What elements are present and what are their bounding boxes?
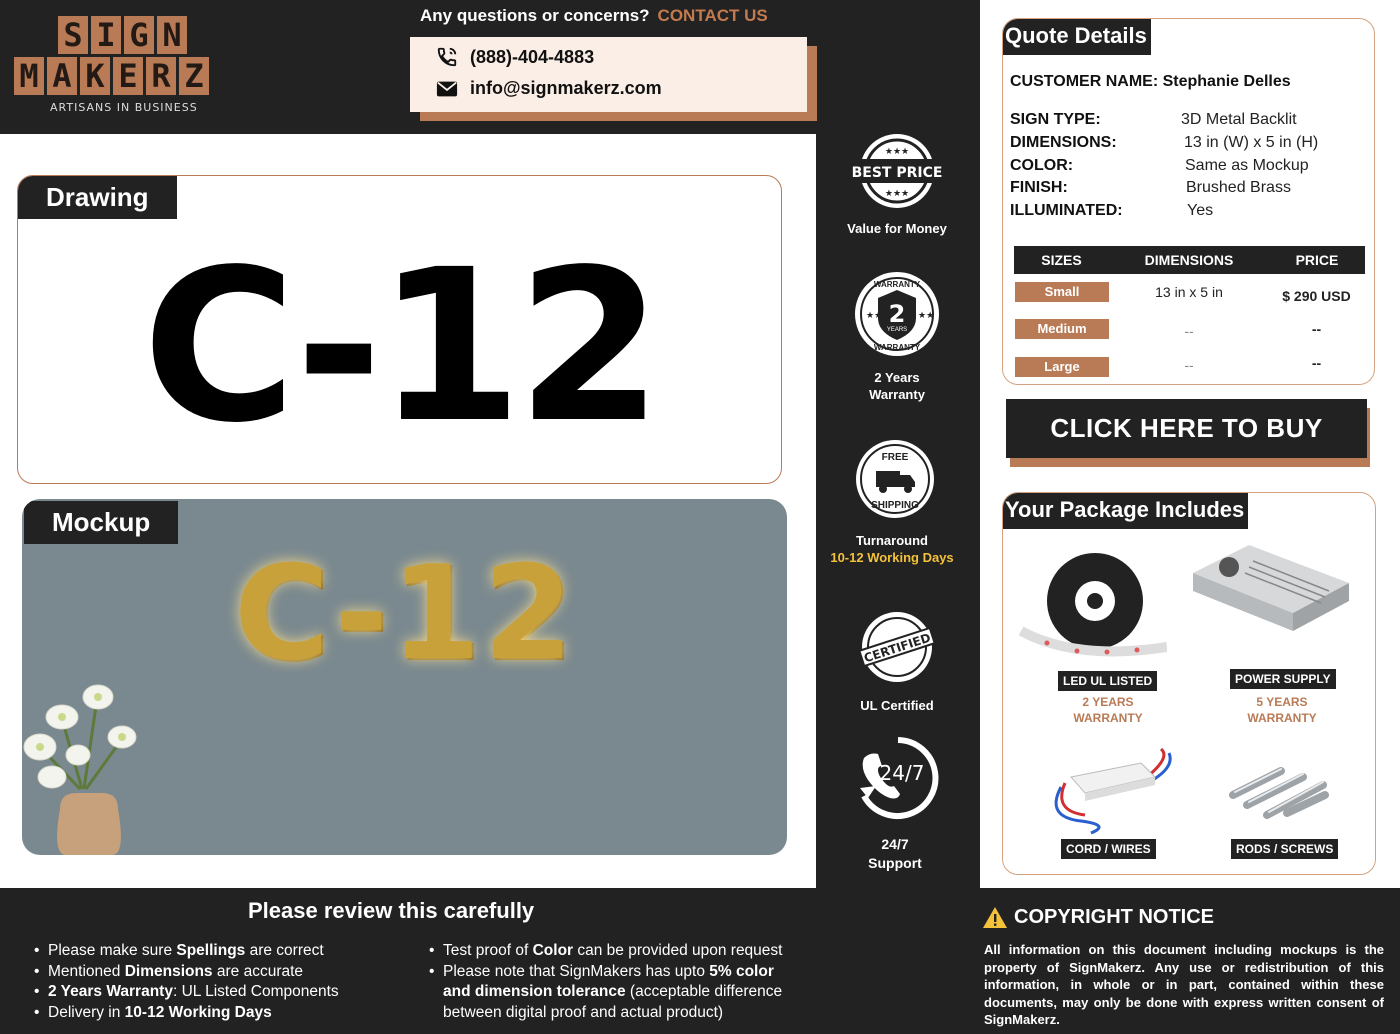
list-item: • Test proof of Color can be provided upon request <box>429 941 819 962</box>
warranty-top-text: WARRANTY <box>873 280 921 289</box>
warning-icon <box>982 906 1008 929</box>
logo-letter: R <box>146 57 176 95</box>
spec-value-finish: Brushed Brass <box>1186 179 1291 196</box>
logo-row-sign <box>14 16 210 54</box>
copyright-heading <box>982 906 1214 929</box>
phone-line[interactable] <box>436 46 594 68</box>
shipping-free-text: FREE <box>881 452 909 463</box>
spec-key-dimensions: DIMENSIONS: <box>1010 134 1117 151</box>
pkg-led-warranty: 2 YEARS WARRANTY <box>1073 695 1143 725</box>
table-row[interactable] <box>1014 319 1365 341</box>
logo-letter: I <box>91 16 121 54</box>
best-price-caption: Value for Money <box>847 221 947 236</box>
pkg-rods-screws-label: RODS / SCREWS <box>1231 839 1338 859</box>
email-line[interactable] <box>436 78 662 99</box>
row-price: -- <box>1311 321 1322 337</box>
mockup-sign-text: C-12 <box>233 537 576 689</box>
support-icon-text: 24/7 <box>879 761 925 785</box>
best-price-text: BEST PRICE <box>851 165 943 181</box>
package-includes-title: Your Package Includes <box>1003 493 1248 529</box>
free-shipping-icon <box>854 438 936 520</box>
table-row[interactable] <box>1014 282 1365 304</box>
logo-letter: E <box>113 57 143 95</box>
mockup-label: Mockup <box>24 501 178 544</box>
question-text: Any questions or concerns? <box>420 6 650 25</box>
logo-letter: N <box>157 16 187 54</box>
support-caption <box>822 835 968 873</box>
spec-value-illuminated: Yes <box>1187 202 1214 219</box>
warranty-caption <box>822 369 972 403</box>
pkg-power-supply-label: POWER SUPPLY <box>1230 669 1336 689</box>
spec-value-sign-type: 3D Metal Backlit <box>1181 111 1297 128</box>
contact-box <box>410 37 807 112</box>
rods-screws-image <box>1227 761 1331 821</box>
spec-key-finish: FINISH: <box>1010 179 1068 196</box>
quote-details-title: Quote Details <box>1003 19 1151 55</box>
list-item: • Delivery in 10-12 Working Days <box>34 1003 414 1024</box>
list-item: • 2 Years Warranty: UL Listed Components <box>34 982 414 1003</box>
warranty-badge-icon <box>852 270 942 358</box>
customer-name-line <box>1010 73 1291 91</box>
pkg-power-supply-warranty: 5 YEARS WARRANTY <box>1247 695 1317 725</box>
click-to-buy-button[interactable]: CLICK HERE TO BUY <box>1006 399 1367 458</box>
certified-text: CERTIFIED <box>862 630 933 666</box>
svg-text:★★★: ★★★ <box>884 146 910 156</box>
svg-text:★★★: ★★★ <box>884 188 910 198</box>
copyright-body: All information on this document including mockups is the property of SignMakerz. Any use or redistribution of this information, in whole or in part, contained within these documents, may only be done with express written consent of SignMakerz. <box>984 942 1384 1027</box>
mail-icon <box>436 80 458 98</box>
certified-icon <box>856 610 938 684</box>
turnaround-caption <box>816 532 968 566</box>
row-price: -- <box>1311 355 1322 371</box>
turnaround-label: Turnaround <box>856 533 928 548</box>
header-dimensions: DIMENSIONS <box>1144 252 1234 268</box>
logo-letter: S <box>58 16 88 54</box>
table-row[interactable] <box>1014 357 1365 379</box>
best-price-badge-icon <box>848 132 946 210</box>
spec-key-sign-type: SIGN TYPE: <box>1010 111 1101 128</box>
review-checklist-left <box>34 941 414 1023</box>
contact-us-link[interactable]: CONTACT US <box>657 6 768 25</box>
header-sizes: SIZES <box>1041 252 1082 268</box>
row-price: $ 290 USD <box>1282 288 1351 304</box>
ul-certified-caption: UL Certified <box>860 698 934 713</box>
pkg-led-label: LED UL LISTED <box>1058 671 1157 691</box>
spec-key-illuminated: ILLUMINATED: <box>1010 202 1123 219</box>
warranty-number: 2 <box>888 300 906 328</box>
drawing-sign-text: C-12 <box>142 224 657 469</box>
svg-text:★★: ★★ <box>918 310 935 320</box>
table-header <box>1014 246 1365 274</box>
support-caption-line2: Support <box>868 855 922 871</box>
warranty-caption-line1: 2 Years <box>874 370 920 385</box>
mockup-panel <box>22 499 787 855</box>
header-price: PRICE <box>1295 252 1339 268</box>
logo-letter: G <box>124 16 154 54</box>
shipping-text: SHIPPING <box>871 500 919 511</box>
contact-prompt <box>420 6 768 26</box>
logo-letter: A <box>47 57 77 95</box>
review-checklist-right <box>429 941 819 1023</box>
cord-wires-image <box>1051 747 1173 837</box>
row-dimensions: -- <box>1184 357 1194 373</box>
size-price-table <box>1014 246 1365 374</box>
spec-value-dimensions: 13 in (W) x 5 in (H) <box>1184 134 1319 151</box>
drawing-label: Drawing <box>18 176 177 219</box>
flower-vase-image <box>22 659 152 855</box>
customer-name: Stephanie Delles <box>1162 73 1291 90</box>
phone-icon <box>436 46 458 68</box>
signmakerz-logo <box>14 16 210 114</box>
package-includes-card <box>1002 492 1376 875</box>
led-strip-image <box>1017 551 1167 671</box>
review-title: Please review this carefully <box>248 898 535 923</box>
logo-row-makerz <box>14 57 210 95</box>
list-item: • Mentioned Dimensions are accurate <box>34 962 414 983</box>
drawing-panel <box>17 175 782 484</box>
size-large[interactable]: Large <box>1015 357 1109 377</box>
email-address: info@signmakerz.com <box>470 78 662 98</box>
pkg-cord-wires-label: CORD / WIRES <box>1061 839 1156 859</box>
turnaround-days: 10-12 Working Days <box>830 550 954 565</box>
logo-tagline: ARTISANS IN BUSINESS <box>50 101 198 114</box>
support-24-7-icon <box>856 736 940 820</box>
row-dimensions: -- <box>1184 323 1194 339</box>
spec-value-color: Same as Mockup <box>1185 157 1309 174</box>
logo-letter: M <box>14 57 44 95</box>
size-medium[interactable]: Medium <box>1015 319 1109 339</box>
warranty-bottom-text: WARRANTY <box>873 343 921 352</box>
row-dimensions: 13 in x 5 in <box>1155 284 1223 300</box>
warranty-caption-line2: Warranty <box>869 387 925 402</box>
customer-name-label: CUSTOMER NAME: <box>1010 73 1159 90</box>
warranty-years-text: YEARS <box>886 327 908 333</box>
quote-details-card <box>1002 18 1375 385</box>
copyright-title: COPYRIGHT NOTICE <box>1014 906 1215 928</box>
support-caption-line1: 24/7 <box>881 836 909 852</box>
logo-letter: Z <box>179 57 209 95</box>
size-small[interactable]: Small <box>1015 282 1109 302</box>
phone-number: (888)-404-4883 <box>470 46 595 67</box>
list-item: • Please note that SignMakers has upto 5% color and dimension tolerance (acceptable difference between digital proof and actual product) <box>429 962 819 1024</box>
list-item: • Please make sure Spellings are correct <box>34 941 414 962</box>
svg-text:★★: ★★ <box>866 310 883 320</box>
power-supply-image <box>1189 543 1351 633</box>
logo-letter: K <box>80 57 110 95</box>
spec-key-color: COLOR: <box>1010 157 1074 174</box>
